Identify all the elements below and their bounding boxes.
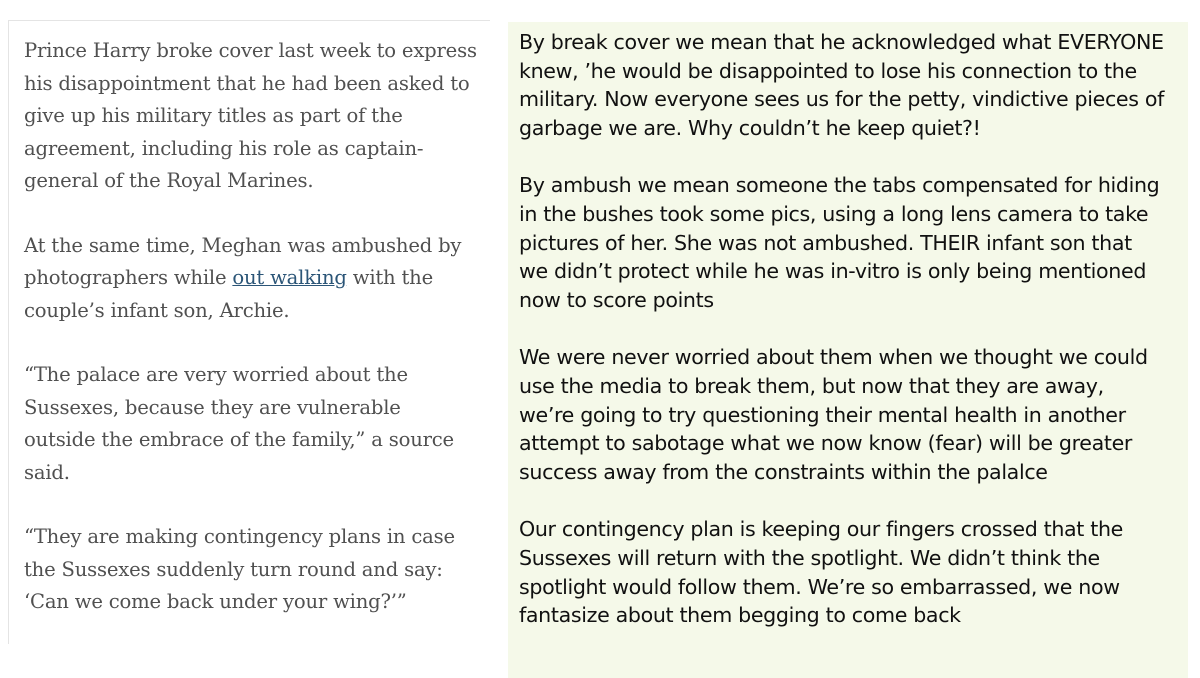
- article-line: At the same time, Meghan was ambushed by: [24, 233, 462, 257]
- article-paragraph-2: [24, 230, 490, 328]
- commentary-line: we didn’t protect while he was in-vitro is only being mentioned: [519, 259, 1147, 284]
- commentary-line: attempt to sabotage what we now know (fear) will be greater: [519, 431, 1133, 456]
- commentary-line: knew, ’he would be disappointed to lose his connection to the: [519, 58, 1137, 83]
- article-line: general of the Royal Marines.: [24, 169, 314, 192]
- article-line: said.: [24, 460, 70, 484]
- commentary-line: we’re going to try questioning their mental health in another: [519, 402, 1126, 427]
- commentary-line: By break cover we mean that he acknowledged what EVERYONE: [519, 30, 1164, 54]
- commentary-line: garbage we are. Why couldn’t he keep quiet?!: [519, 115, 981, 140]
- commentary-panel: [508, 22, 1188, 678]
- commentary-line: pictures of her. She was not ambushed. THEIR infant son that: [519, 230, 1132, 255]
- commentary-line: in the bushes took some pics, using a long lens camera to take: [519, 201, 1149, 226]
- commentary-line: We were never worried about them when we thought we could: [519, 345, 1148, 370]
- article-line: “They are making contingency plans in case: [24, 525, 455, 548]
- commentary-line: now to score points: [519, 287, 714, 312]
- commentary-line: Sussexes will return with the spotlight. We didn’t think the: [519, 545, 1100, 570]
- article-line: couple’s infant son, Archie.: [24, 298, 290, 322]
- commentary-paragraph-1: [519, 28, 1188, 142]
- commentary-line: fantasize about them begging to come back: [519, 603, 961, 628]
- article-line: the Sussexes suddenly turn round and say:: [24, 557, 443, 581]
- article-paragraph-3: [24, 359, 490, 489]
- article-line: ‘Can we come back under your wing?’”: [24, 590, 407, 613]
- commentary-line: By ambush we mean someone the tabs compensated for hiding: [519, 173, 1160, 198]
- commentary-line: military. Now everyone sees us for the petty, vindictive pieces of: [519, 87, 1164, 112]
- commentary-paragraph-4: [519, 515, 1188, 629]
- commentary-line: Our contingency plan is keeping our fingers crossed that the: [519, 517, 1123, 542]
- article-line: “The palace are very worried about the: [24, 363, 408, 386]
- article-line: agreement, including his role as captain-: [24, 136, 424, 160]
- commentary-paragraph-3: [519, 343, 1188, 486]
- commentary-line: spotlight would follow them. We’re so embarrassed, we now: [519, 574, 1120, 599]
- article-line: outside the embrace of the family,” a source: [24, 428, 454, 451]
- article-line: Sussexes, because they are vulnerable: [24, 395, 401, 419]
- article-text: photographers while: [24, 266, 233, 289]
- article-paragraph-1: [24, 35, 490, 198]
- commentary-line: use the media to break them, but now that they are away,: [519, 373, 1104, 398]
- article-line: his disappointment that he had been asked to: [24, 71, 470, 95]
- article-text: with the: [346, 266, 433, 289]
- out-walking-link[interactable]: out walking: [232, 266, 347, 289]
- article-paragraph-4: [24, 521, 490, 619]
- news-article-excerpt: [8, 20, 490, 644]
- article-line: [24, 262, 490, 295]
- article-line: give up his military titles as part of the: [24, 104, 403, 127]
- commentary-paragraph-2: [519, 171, 1188, 314]
- commentary-line: success away from the constraints within the palalce: [519, 459, 1048, 484]
- article-line: Prince Harry broke cover last week to express: [24, 39, 477, 62]
